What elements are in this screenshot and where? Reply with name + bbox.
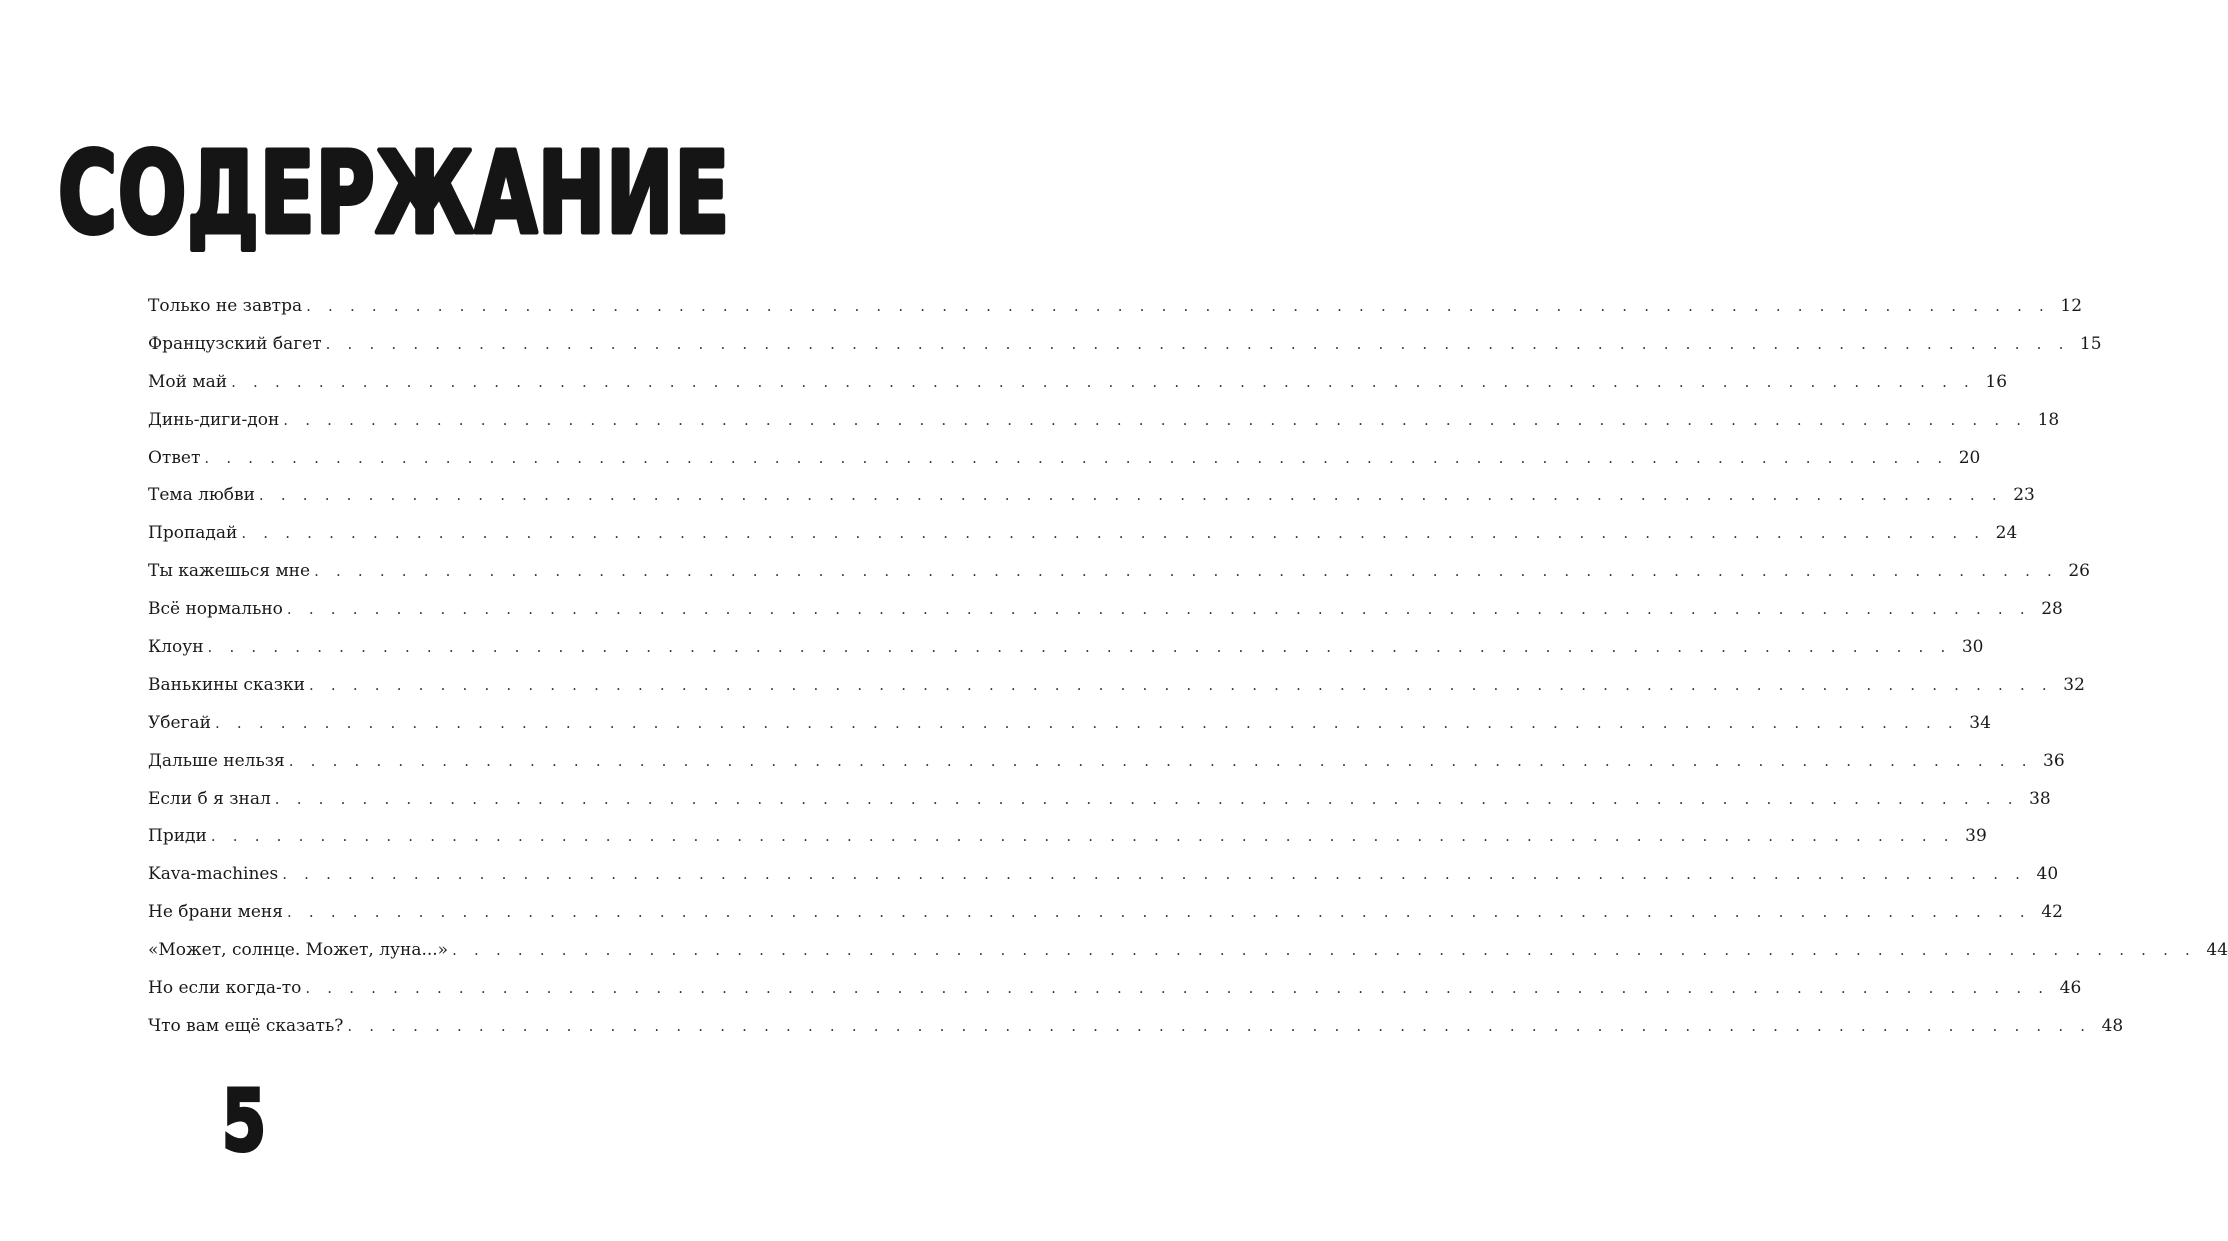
toc-entry-title: Пропадай [148,523,238,544]
toc-entry [148,364,2008,402]
toc-entry-title: Kava-machines [148,864,279,885]
toc-leader-dots: . . . . . . . . . . . . . . . . . . . . . . . . . . . . . . . . . . . . . . . . . . . . . . . . . . . . . . . . . . . . . . . . . . . . . . . . . . . . . . . . [286,600,2031,619]
toc-leader-dots: . . . . . . . . . . . . . . . . . . . . . . . . . . . . . . . . . . . . . . . . . . . . . . . . . . . . . . . . . . . . . . . . . . . . . . . . . . . . . . . . [325,334,2070,353]
toc-entry [148,477,2035,515]
toc-entry [148,326,2102,364]
toc-entry-page: 26 [2068,561,2090,582]
toc-entry-title: Мой май [148,371,228,392]
toc-entry [148,515,2018,553]
toc-entry-title: Ответ [148,447,201,468]
toc-entry [148,932,2228,970]
toc-entry-page: 12 [2060,296,2083,316]
toc-leader-dots: . . . . . . . . . . . . . . . . . . . . . . . . . . . . . . . . . . . . . . . . . . . . . . . . . . . . . . . . . . . . . . . . . . . . . . . . . . . . . . . . [283,410,2028,429]
toc-entry-title: Если б я знал [148,788,271,809]
toc-entry [148,1008,2124,1046]
toc-entry [148,667,2085,705]
toc-entry-page: 48 [2101,1015,2124,1036]
toc-entry [148,970,2082,1008]
page-title [58,128,738,259]
toc-entry-page: 30 [1961,637,1984,658]
toc-entry-title: Всё нормально [148,599,283,620]
toc-leader-dots: . . . . . . . . . . . . . . . . . . . . . . . . . . . . . . . . . . . . . . . . . . . . . . . . . . . . . . . . . . . . . . . . . . . . . . . . . . . . . . . . [241,524,1986,543]
toc-entry-page: 38 [2029,788,2051,809]
toc-entry-page: 46 [2059,978,2082,999]
toc-entry [148,553,2090,591]
table-of-contents [148,288,2228,1046]
toc-entry [148,781,2051,819]
toc-entry [148,629,1984,667]
toc-leader-dots: . . . . . . . . . . . . . . . . . . . . . . . . . . . . . . . . . . . . . . . . . . . . . . . . . . . . . . . . . . . . . . . . . . . . . . . . . . . . . . . . [306,297,2051,315]
toc-entry-page: 15 [2079,333,2102,354]
toc-entry-title: Ты кажешься мне [148,561,311,582]
toc-entry-page: 34 [1969,712,1991,733]
toc-entry-page: 23 [2013,485,2035,506]
toc-leader-dots: . . . . . . . . . . . . . . . . . . . . . . . . . . . . . . . . . . . . . . . . . . . . . . . . . . . . . . . . . . . . . . . . . . . . . . . . . . . . . . . . [282,865,2027,884]
toc-entry [148,818,1987,856]
toc-entry-page: 16 [1985,371,2008,392]
toc-entry [148,440,1981,478]
toc-entry-title: Динь-диги-дон [148,409,280,430]
toc-entry-title: Но если когда-то [148,978,302,999]
toc-entry-title: Не брани меня [148,902,283,923]
toc-entry-title: Клоун [148,637,204,658]
toc-leader-dots: . . . . . . . . . . . . . . . . . . . . . . . . . . . . . . . . . . . . . . . . . . . . . . . . . . . . . . . . . . . . . . . . . . . . . . . . . . . . . . . . [231,372,1976,391]
page-number [222,1072,266,1170]
toc-entry-page: 39 [1965,826,1987,847]
toc-entry-title: Французский багет [148,333,322,354]
toc-entry [148,894,2063,932]
page-number-text: 5 [222,1072,266,1170]
toc-leader-dots: . . . . . . . . . . . . . . . . . . . . . . . . . . . . . . . . . . . . . . . . . . . . . . . . . . . . . . . . . . . . . . . . . . . . . . . . . . . . . . . . [305,979,2050,998]
toc-entry [148,705,1991,743]
toc-leader-dots: . . . . . . . . . . . . . . . . . . . . . . . . . . . . . . . . . . . . . . . . . . . . . . . . . . . . . . . . . . . . . . . . . . . . . . . . . . . . . . . . [207,638,1952,657]
toc-entry-page: 42 [2041,902,2063,923]
toc-entry-page: 18 [2037,409,2060,430]
page-title-text: СОДЕРЖАНИЕ [58,129,730,259]
toc-entry-title: Дальше нельзя [148,750,285,771]
toc-entry [148,288,2083,326]
toc-leader-dots: . . . . . . . . . . . . . . . . . . . . . . . . . . . . . . . . . . . . . . . . . . . . . . . . . . . . . . . . . . . . . . . . . . . . . . . . . . . . . . . . [204,448,1949,467]
toc-entry [148,402,2060,440]
toc-leader-dots: . . . . . . . . . . . . . . . . . . . . . . . . . . . . . . . . . . . . . . . . . . . . . . . . . . . . . . . . . . . . . . . . . . . . . . . . . . . . . . . . [308,675,2053,694]
toc-leader-dots: . . . . . . . . . . . . . . . . . . . . . . . . . . . . . . . . . . . . . . . . . . . . . . . . . . . . . . . . . . . . . . . . . . . . . . . . . . . . . . . . [210,827,1955,846]
toc-entry-page: 36 [2043,750,2065,771]
toc-entry-page: 40 [2036,864,2059,885]
toc-entry-title: Только не завтра [148,296,303,316]
toc-entry-title: Приди [148,826,207,847]
toc-leader-dots: . . . . . . . . . . . . . . . . . . . . . . . . . . . . . . . . . . . . . . . . . . . . . . . . . . . . . . . . . . . . . . . . . . . . . . . . . . . . . . . . [286,903,2031,922]
toc-leader-dots: . . . . . . . . . . . . . . . . . . . . . . . . . . . . . . . . . . . . . . . . . . . . . . . . . . . . . . . . . . . . . . . . . . . . . . . . . . . . . . . . [452,941,2197,960]
toc-leader-dots: . . . . . . . . . . . . . . . . . . . . . . . . . . . . . . . . . . . . . . . . . . . . . . . . . . . . . . . . . . . . . . . . . . . . . . . . . . . . . . . . [274,789,2019,808]
toc-leader-dots: . . . . . . . . . . . . . . . . . . . . . . . . . . . . . . . . . . . . . . . . . . . . . . . . . . . . . . . . . . . . . . . . . . . . . . . . . . . . . . . . [214,713,1959,732]
toc-entry-title: Ванькины сказки [148,674,305,695]
toc-leader-dots: . . . . . . . . . . . . . . . . . . . . . . . . . . . . . . . . . . . . . . . . . . . . . . . . . . . . . . . . . . . . . . . . . . . . . . . . . . . . . . . . [258,486,2003,505]
toc-entry-page: 32 [2063,674,2085,695]
toc-entry-title: Что вам ещё сказать? [148,1015,344,1036]
toc-entry-title: Убегай [148,712,211,733]
toc-entry [148,856,2059,894]
toc-entry-page: 28 [2041,599,2063,620]
toc-entry-page: 44 [2206,940,2228,961]
toc-entry [148,591,2063,629]
toc-leader-dots: . . . . . . . . . . . . . . . . . . . . . . . . . . . . . . . . . . . . . . . . . . . . . . . . . . . . . . . . . . . . . . . . . . . . . . . . . . . . . . . . [288,751,2033,770]
toc-entry-page: 24 [1995,523,2018,544]
toc-entry-title: «Может, солнце. Может, луна...» [148,940,449,961]
toc-leader-dots: . . . . . . . . . . . . . . . . . . . . . . . . . . . . . . . . . . . . . . . . . . . . . . . . . . . . . . . . . . . . . . . . . . . . . . . . . . . . . . . . [314,562,2058,581]
toc-leader-dots: . . . . . . . . . . . . . . . . . . . . . . . . . . . . . . . . . . . . . . . . . . . . . . . . . . . . . . . . . . . . . . . . . . . . . . . . . . . . . . . . [347,1016,2092,1035]
toc-entry-page: 20 [1958,447,1981,468]
toc-entry [148,743,2065,781]
toc-entry-title: Тема любви [148,485,255,506]
